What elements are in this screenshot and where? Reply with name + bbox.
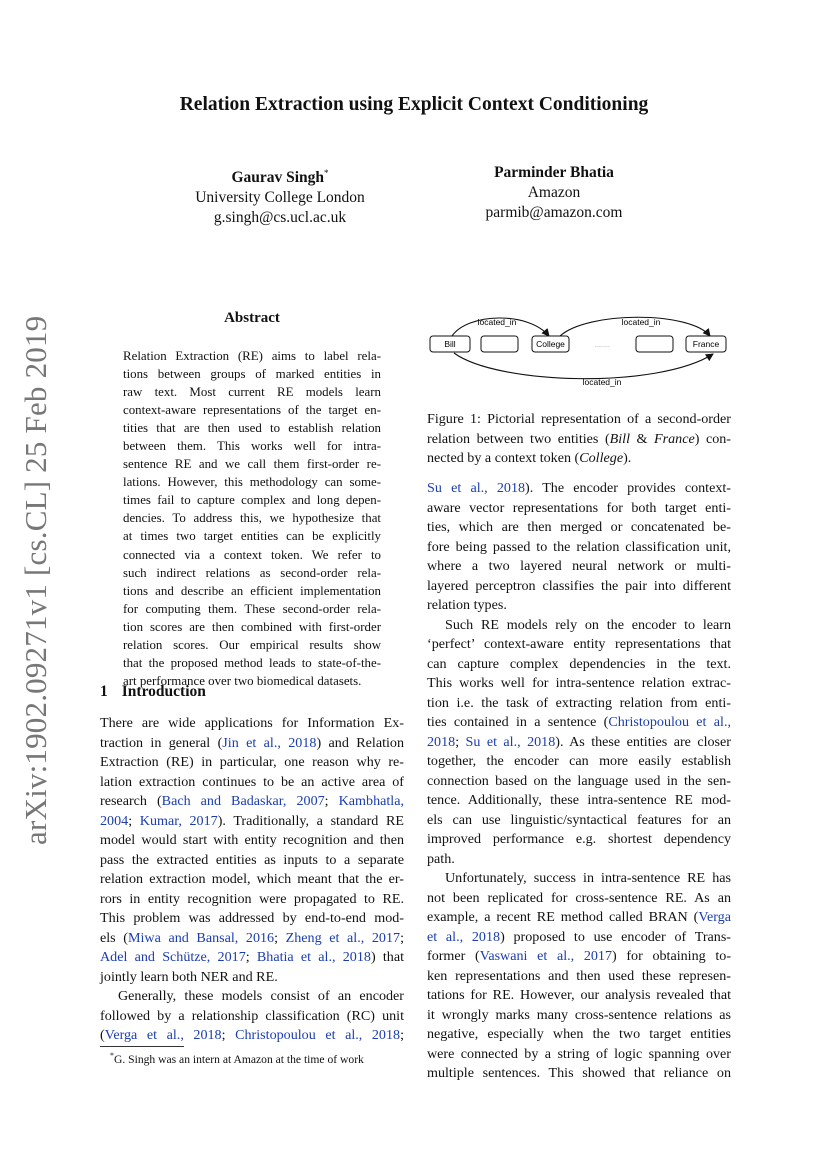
- body-text-line: research (Bach and Badaskar, 2007; Kambhatla,: [100, 793, 404, 809]
- body-text-line: 2018; Su et al., 2018). As these entities are closer: [427, 733, 731, 750]
- body-text-line: were connected by a string of logic spanning over: [427, 1045, 731, 1062]
- footnote-mark: *: [110, 1051, 114, 1060]
- right-column-body: [427, 479, 731, 1084]
- body-text-line: jointly learn both NER and RE.: [100, 968, 278, 985]
- body-text-line: relation types.: [427, 597, 507, 613]
- author-name: Gaurav Singh: [231, 169, 325, 187]
- section-title: Introduction: [121, 683, 206, 700]
- body-text-line: tations for RE. However, our analysis revealed that: [427, 987, 731, 1003]
- abstract-line: for computing them. These second-order rela-: [123, 601, 381, 616]
- figure-1-diagram: [428, 305, 730, 405]
- citation-link[interactable]: Zheng et al., 2017: [285, 929, 401, 946]
- body-text-line: pass the extracted entities as inputs to a separate: [100, 851, 404, 868]
- body-text-line: ties, which are then merged or concatenated be-: [427, 519, 731, 535]
- citation-link[interactable]: Miwa and Bansal, 2016: [127, 929, 275, 946]
- body-text-line: path.: [427, 850, 455, 867]
- body-text-line: 2004; Kumar, 2017). Traditionally, a standard RE: [100, 812, 404, 829]
- body-text-line: traction in general (Jin et al., 2018) and Relation: [100, 734, 404, 751]
- edge-label-3: located_in: [582, 377, 622, 387]
- body-text-line: it wrongly marks many cross-sentence relations as: [427, 1006, 731, 1023]
- footnote-rule: [100, 1046, 184, 1047]
- node-label: Bill: [444, 339, 456, 349]
- body-text-line: model would start with entity recognition and then: [100, 832, 404, 848]
- citation-link[interactable]: 2018: [427, 733, 456, 750]
- body-text-line: where a two layered neural network or multi-: [427, 558, 731, 574]
- abstract-line: tions and describe an efficient implementation: [123, 583, 381, 598]
- citation-link[interactable]: Christopoulou et al.,: [608, 714, 732, 730]
- body-text-line: ties contained in a sentence (Christopoulou et al.,: [427, 714, 732, 730]
- body-text-line: relation extraction model, which meant that the er-: [100, 871, 404, 887]
- author-email: g.singh@cs.ucl.ac.uk: [213, 209, 347, 227]
- node-empty-1: [481, 336, 518, 352]
- edge-bill-france: [454, 353, 713, 379]
- left-column-body: [100, 714, 404, 1046]
- body-text-line: tion i.e. the task of extracting relation from enti-: [427, 694, 731, 711]
- caption-line: nected by a context token (College).: [427, 450, 632, 466]
- citation-link[interactable]: Su et al., 2018: [465, 733, 556, 750]
- caption-line: Figure 1: Pictorial representation of a second-order: [427, 411, 731, 427]
- node-empty-2: [636, 336, 673, 352]
- body-text-line: layered perceptron classifies the pair into different: [427, 577, 731, 594]
- body-text-line: can capture complex dependencies in the text.: [427, 655, 731, 672]
- body-text-line: Generally, these models consist of an encoder: [118, 988, 404, 1004]
- body-text-line: There are wide applications for Information Ex-: [100, 715, 404, 731]
- author-block-1: [160, 163, 400, 228]
- citation-link[interactable]: Bhatia et al., 2018: [256, 949, 371, 965]
- node-label: College: [536, 339, 565, 349]
- abstract-line: context-aware representations of the target en-: [123, 403, 381, 418]
- body-text-line: followed by a relationship classification (RC) unit: [100, 1007, 404, 1024]
- paper-title: Relation Extraction using Explicit Context Conditioning: [179, 94, 649, 115]
- body-text-line: els (Miwa and Bansal, 2016; Zheng et al., 2017;: [100, 929, 404, 946]
- body-text-line: Extraction (RE) in particular, one reason why re-: [100, 754, 404, 770]
- body-text-line: ken representations and then used these represen-: [427, 967, 731, 984]
- author-footnote-mark: *: [324, 168, 329, 178]
- author-name: Parminder Bhatia: [494, 164, 614, 181]
- body-text-line: Such RE models rely on the encoder to learn: [445, 616, 731, 633]
- abstract-line: at times two target entities can be explicitly: [123, 529, 381, 544]
- body-text-line: (Verga et al., 2018; Christopoulou et al., 2018;: [100, 1027, 404, 1043]
- abstract-line: tion scores are then combined with first-order: [123, 619, 381, 634]
- body-text-line: not been replicated for cross-sentence RE. As an: [427, 889, 731, 906]
- abstract-line: tities that are then used to establish relation: [123, 421, 381, 436]
- edge-label-2: located_in: [621, 317, 661, 327]
- footnote: [100, 1049, 404, 1067]
- citation-link[interactable]: Verga et al., 2018: [104, 1027, 222, 1043]
- citation-link[interactable]: Bach and Badaskar, 2007: [161, 793, 325, 809]
- body-text-line: together, the encoder can more easily establish: [427, 753, 731, 769]
- citation-link[interactable]: 2004: [100, 812, 129, 829]
- body-text-line: ‘perfect’ context-aware entity representations that: [427, 636, 731, 652]
- body-text-line: multiple sentences. This showed that reliance on: [427, 1065, 731, 1081]
- body-text-line: connection based on the language used in the sen-: [427, 772, 731, 789]
- abstract-line: raw text. Most current RE models learn: [123, 385, 381, 400]
- body-text-line: Su et al., 2018). The encoder provides context-: [427, 480, 731, 496]
- citation-link[interactable]: Vaswani et al., 2017: [479, 948, 613, 964]
- node-label: France: [692, 339, 720, 349]
- citation-link[interactable]: Verga: [698, 909, 731, 925]
- abstract-line: lations. However, this methodology can some-: [123, 475, 381, 490]
- author-block-2: [434, 163, 674, 223]
- citation-link[interactable]: et al., 2018: [427, 928, 501, 945]
- citation-link[interactable]: Christopoulou et al., 2018: [235, 1027, 401, 1043]
- body-text-line: This works well for intra-sentence relation extrac-: [427, 675, 731, 691]
- body-text-line: negative, especially when the two target entities: [427, 1026, 731, 1042]
- body-text-line: tence. Additionally, these intra-sentence RE mod-: [427, 792, 731, 808]
- body-text-line: improved performance e.g. shortest dependency: [427, 831, 731, 847]
- abstract-line: such indirect relations as second-order rela-: [123, 565, 381, 580]
- abstract-line: tions between groups of marked entities in: [123, 367, 381, 382]
- body-text-line: et al., 2018) proposed to use encoder of Trans-: [427, 928, 731, 945]
- section-number: 1: [100, 683, 108, 700]
- author-affiliation: Amazon: [527, 184, 581, 201]
- citation-link[interactable]: Jin et al., 2018: [222, 734, 317, 751]
- body-text-line: example, a recent RE method called BRAN (Verga: [427, 909, 731, 925]
- body-text-line: Unfortunately, success in intra-sentence RE has: [445, 870, 731, 886]
- citation-link[interactable]: Kumar, 2017: [139, 812, 218, 829]
- body-text-line: els can use linguistic/syntactical features for an: [427, 811, 731, 828]
- body-text-line: former (Vaswani et al., 2017) for obtaining to-: [427, 948, 732, 964]
- abstract-line: relation scores. Our empirical results show: [123, 637, 381, 652]
- citation-link[interactable]: Kambhatla,: [338, 793, 404, 809]
- author-email: parmib@amazon.com: [485, 204, 623, 221]
- body-text-line: Adel and Schütze, 2017; Bhatia et al., 2018) that: [100, 949, 404, 965]
- citation-link[interactable]: Adel and Schütze, 2017: [100, 949, 246, 965]
- arxiv-identifier-stamp: arXiv:1902.09271v1 [cs.CL] 25 Feb 2019: [18, 315, 53, 845]
- section-heading: [100, 683, 206, 701]
- citation-link[interactable]: Su et al., 2018: [427, 480, 526, 496]
- body-text-line: rors in entity recognition were propagated to RE.: [100, 890, 404, 907]
- caption-line: relation between two entities (Bill & France) con-: [427, 430, 731, 447]
- abstract-line: that the proposed method leads to state-of-the-: [123, 655, 381, 670]
- body-text-line: lation extraction continues to be an active area of: [100, 773, 404, 790]
- ellipsis: ........: [594, 342, 610, 349]
- body-text-line: fore being passed to the relation classification unit,: [427, 538, 731, 555]
- abstract-line: times fail to capture complex and long depen-: [123, 493, 381, 508]
- footnote-text: G. Singh was an intern at Amazon at the time of work: [114, 1052, 364, 1066]
- abstract-body: [123, 347, 381, 690]
- figure-1-caption: [427, 410, 731, 469]
- abstract-line: art performance over two biomedical datasets.: [123, 673, 362, 688]
- abstract-heading: Abstract: [224, 310, 280, 326]
- abstract-line: connected via a context token. We refer to: [123, 547, 381, 562]
- abstract-line: sentence RE and we call them first-order re-: [123, 457, 381, 472]
- author-affiliation: University College London: [195, 189, 365, 207]
- edge-label-1: located_in: [477, 317, 517, 327]
- body-text-line: This problem was addressed by end-to-end mod-: [100, 910, 404, 926]
- abstract-line: Relation Extraction (RE) aims to label rela-: [123, 349, 381, 363]
- abstract-line: between them. This works well for intra-: [123, 439, 381, 454]
- abstract-line: dencies. To address this, we hypothesize that: [123, 511, 381, 526]
- body-text-line: aware vector representations for both target enti-: [427, 499, 731, 516]
